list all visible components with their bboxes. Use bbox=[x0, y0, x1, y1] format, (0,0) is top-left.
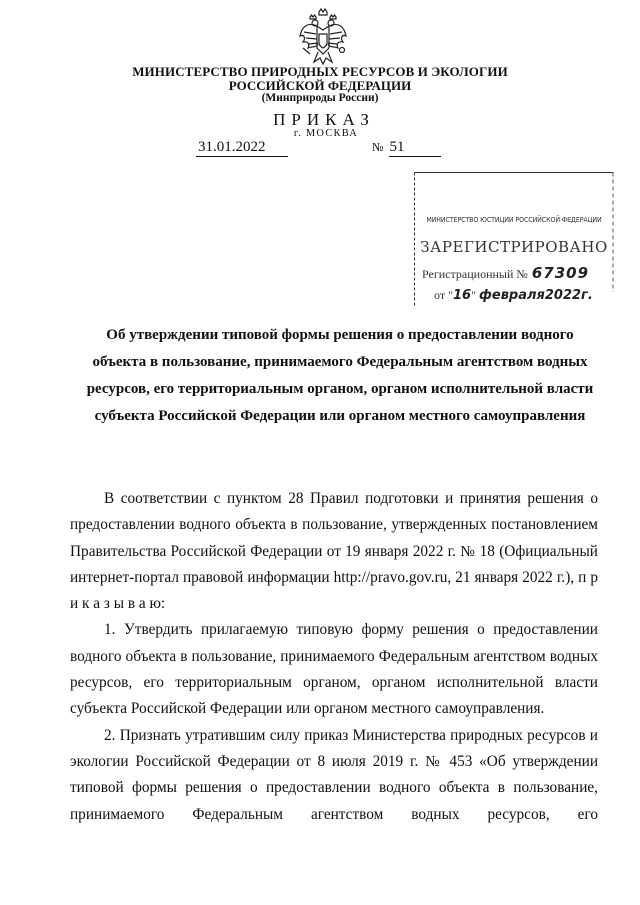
stamp-registration-number bbox=[422, 264, 589, 282]
stamp-registration-date bbox=[434, 288, 593, 303]
stamp-reg-number-handwritten: 67309 bbox=[531, 264, 590, 282]
stamp-date-prefix: от " bbox=[434, 288, 453, 302]
ministry-name-line2: РОССИЙСКОЙ ФЕДЕРАЦИИ bbox=[228, 78, 412, 93]
coat-of-arms-emblem bbox=[298, 8, 348, 66]
ministry-short-name: (Минприроды России) bbox=[261, 92, 379, 104]
ministry-name-line1: МИНИСТЕРСТВО ПРИРОДНЫХ РЕСУРСОВ И ЭКОЛОГИИ bbox=[132, 64, 508, 79]
document-title bbox=[70, 322, 610, 430]
stamp-date-day: 16 bbox=[452, 288, 472, 303]
stamp-date-year: 2022г. bbox=[544, 288, 593, 303]
item-1-paragraph: 1. Утвердить прилагаемую типовую форму решения о предоставлении водного объекта в пользование, принимаемого Федеральным агентством водных ресурсов, его территориальным органом, органом исполнительной власти субъекта Российской Федерации или органом местного самоуправления. bbox=[70, 621, 598, 718]
stamp-reg-label: Регистрационный № bbox=[422, 267, 528, 281]
stamp-registered-title: ЗАРЕГИСТРИРОВАНО bbox=[420, 238, 608, 256]
stamp-date-month: февраля bbox=[478, 288, 545, 303]
title-line: Об утверждении типовой формы решения о предоставлении водного bbox=[106, 327, 574, 343]
stamp-date-mid: " bbox=[471, 288, 479, 302]
document-body bbox=[70, 486, 598, 828]
item-2-paragraph: 2. Признать утратившим силу приказ Министерства природных ресурсов и экологии Российской Федерации от 8 июля 2019 г. № 453 «Об утверждении типовой формы решения о предоставлении водного объекта в пользование, принимаемого Федеральным агентством водных ресурсов, его bbox=[70, 726, 598, 823]
title-line: объекта в пользование, принимаемого Федеральным агентством водных bbox=[92, 354, 588, 370]
title-line: субъекта Российской Федерации или органом местного самоуправления bbox=[94, 408, 586, 424]
order-number-value: 51 bbox=[389, 138, 441, 157]
order-number bbox=[372, 138, 441, 157]
stamp-ministry-name: МИНИСТЕРСТВО ЮСТИЦИИ РОССИЙСКОЙ ФЕДЕРАЦИИ bbox=[426, 216, 602, 224]
order-heading: ПРИКАЗ bbox=[273, 110, 375, 129]
preamble-paragraph: В соответствии с пунктом 28 Правил подготовки и принятия решения о предоставлении водного объекта в пользование, утвержденных постановлением Правительства Российской Федерации от 19 января 2022 г. № 18 (Официальный интернет-портал правовой информации http://pravo.gov.ru, 21 января 2022 г.), п р и к а з ы в а ю: bbox=[70, 490, 598, 613]
title-line: ресурсов, его территориальным органом, органом исполнительной власти bbox=[86, 381, 594, 397]
order-date: 31.01.2022 bbox=[196, 138, 288, 157]
number-sign: № bbox=[372, 140, 384, 154]
registration-stamp bbox=[414, 172, 614, 306]
city-label: г. МОСКВА bbox=[293, 128, 359, 139]
